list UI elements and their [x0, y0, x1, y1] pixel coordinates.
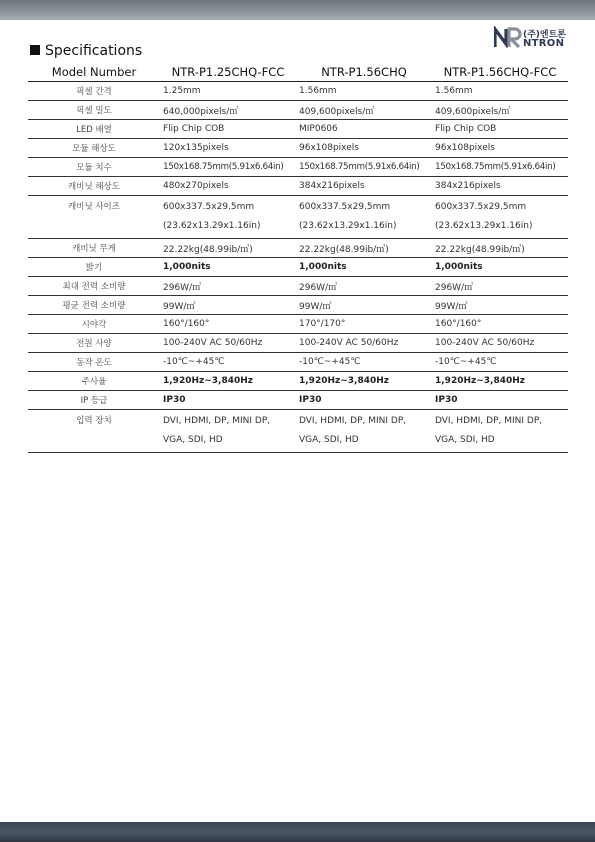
cell-value: 22.22kg(48.99ib/㎡) — [432, 239, 568, 258]
cell-value: 1.56mm — [296, 82, 432, 101]
cell-value: -10℃~+45℃ — [160, 353, 296, 372]
cell-line: VGA, SDI, HD — [435, 435, 495, 445]
cell-value — [296, 410, 432, 453]
header-model-number: Model Number — [28, 63, 160, 82]
row-label: 전원 사양 — [28, 334, 160, 353]
table-row — [28, 101, 568, 120]
cell-value — [432, 196, 568, 239]
cell-value: IP30 — [432, 391, 568, 410]
table-row — [28, 258, 568, 277]
cell-value: 1,920Hz~3,840Hz — [432, 372, 568, 391]
cell-value: 99W/㎡ — [432, 296, 568, 315]
cell-line: VGA, SDI, HD — [299, 435, 359, 445]
cell-line: DVI, HDMI, DP, MINI DP, — [299, 416, 407, 426]
table-row — [28, 296, 568, 315]
section-heading-text: Specifications — [45, 43, 143, 59]
cell-value: 22.22kg(48.99ib/㎡) — [296, 239, 432, 258]
cell-line: VGA, SDI, HD — [163, 435, 223, 445]
cell-value: 409,600pixels/㎡ — [296, 101, 432, 120]
cell-value: -10℃~+45℃ — [432, 353, 568, 372]
cell-value: 384x216pixels — [432, 177, 568, 196]
table-header-row — [28, 63, 568, 82]
table-row — [28, 120, 568, 139]
header-model-3: NTR-P1.56CHQ-FCC — [432, 63, 568, 82]
table-row — [28, 177, 568, 196]
cell-value: 170°/170° — [296, 315, 432, 334]
cell-line: 600x337.5x29.5mm — [299, 202, 391, 212]
cell-value: 1.56mm — [432, 82, 568, 101]
cell-value: MIP0606 — [296, 120, 432, 139]
cell-value: 150x168.75mm(5.91x6.64in) — [296, 158, 432, 177]
cell-value: 480x270pixels — [160, 177, 296, 196]
table-row — [28, 410, 568, 453]
table-row — [28, 239, 568, 258]
cell-value: 120x135pixels — [160, 139, 296, 158]
table-row — [28, 372, 568, 391]
cell-value: 150x168.75mm(5.91x6.64in) — [160, 158, 296, 177]
row-label: 평균 전력 소비량 — [28, 296, 160, 315]
row-label: 캐비닛 무게 — [28, 239, 160, 258]
cell-line: (23.62x13.29x1.16in) — [299, 221, 397, 231]
table-row — [28, 353, 568, 372]
row-label: IP 등급 — [28, 391, 160, 410]
table-row — [28, 158, 568, 177]
logo-mark-icon — [494, 26, 522, 48]
cell-line: DVI, HDMI, DP, MINI DP, — [435, 416, 543, 426]
row-label: 캐비닛 사이즈 — [28, 196, 160, 239]
cell-value: -10℃~+45℃ — [296, 353, 432, 372]
row-label: 입력 장치 — [28, 410, 160, 453]
cell-value: Flip Chip COB — [432, 120, 568, 139]
cell-value: 1,000nits — [432, 258, 568, 277]
cell-value: 160°/160° — [432, 315, 568, 334]
cell-line: (23.62x13.29x1.16in) — [163, 221, 261, 231]
header-model-1: NTR-P1.25CHQ-FCC — [160, 63, 296, 82]
table-row — [28, 139, 568, 158]
cell-value: 96x108pixels — [432, 139, 568, 158]
logo-korean-name: (주)엔트론 — [523, 30, 567, 40]
cell-value: 296W/㎡ — [160, 277, 296, 296]
row-label: 밝기 — [28, 258, 160, 277]
cell-value: 100-240V AC 50/60Hz — [160, 334, 296, 353]
company-logo — [494, 26, 570, 50]
table-row — [28, 196, 568, 239]
header-model-2: NTR-P1.56CHQ — [296, 63, 432, 82]
table-row — [28, 82, 568, 101]
row-label: 시야각 — [28, 315, 160, 334]
cell-value: 1,920Hz~3,840Hz — [296, 372, 432, 391]
cell-value: 296W/㎡ — [296, 277, 432, 296]
cell-line: DVI, HDMI, DP, MINI DP, — [163, 416, 271, 426]
cell-line: 600x337.5x29.5mm — [435, 202, 527, 212]
table-row — [28, 315, 568, 334]
row-label: 픽셀 간격 — [28, 82, 160, 101]
table-row — [28, 334, 568, 353]
row-label: 최대 전력 소비량 — [28, 277, 160, 296]
row-label: 캐비닛 해상도 — [28, 177, 160, 196]
cell-line: 600x337.5x29.5mm — [163, 202, 255, 212]
square-bullet-icon — [30, 45, 40, 55]
cell-value: 640,000pixels/㎡ — [160, 101, 296, 120]
cell-value: 384x216pixels — [296, 177, 432, 196]
cell-value — [160, 196, 296, 239]
logo-english-name: NTRON — [523, 38, 565, 49]
table-row — [28, 277, 568, 296]
cell-value: 1.25mm — [160, 82, 296, 101]
cell-value: 96x108pixels — [296, 139, 432, 158]
row-label: 주사율 — [28, 372, 160, 391]
top-decorative-band — [0, 0, 595, 20]
cell-value: 1,920Hz~3,840Hz — [160, 372, 296, 391]
cell-value: Flip Chip COB — [160, 120, 296, 139]
cell-value: 296W/㎡ — [432, 277, 568, 296]
cell-value: 160°/160° — [160, 315, 296, 334]
cell-value — [432, 410, 568, 453]
cell-value: 409,600pixels/㎡ — [432, 101, 568, 120]
specifications-table — [28, 63, 568, 453]
table-row — [28, 391, 568, 410]
cell-line: (23.62x13.29x1.16in) — [435, 221, 533, 231]
row-label: LED 배열 — [28, 120, 160, 139]
cell-value: IP30 — [296, 391, 432, 410]
cell-value: 99W/㎡ — [296, 296, 432, 315]
section-heading — [30, 43, 142, 59]
row-label: 모듈 치수 — [28, 158, 160, 177]
row-label: 동작 온도 — [28, 353, 160, 372]
cell-value: 100-240V AC 50/60Hz — [432, 334, 568, 353]
cell-value — [160, 410, 296, 453]
cell-value: 150x168.75mm(5.91x6.64in) — [432, 158, 568, 177]
cell-value: 99W/㎡ — [160, 296, 296, 315]
row-label: 모듈 해상도 — [28, 139, 160, 158]
row-label: 픽셀 밀도 — [28, 101, 160, 120]
bottom-decorative-band — [0, 822, 595, 842]
cell-value — [296, 196, 432, 239]
cell-value: 1,000nits — [296, 258, 432, 277]
cell-value: 100-240V AC 50/60Hz — [296, 334, 432, 353]
cell-value: IP30 — [160, 391, 296, 410]
cell-value: 1,000nits — [160, 258, 296, 277]
cell-value: 22.22kg(48.99ib/㎡) — [160, 239, 296, 258]
